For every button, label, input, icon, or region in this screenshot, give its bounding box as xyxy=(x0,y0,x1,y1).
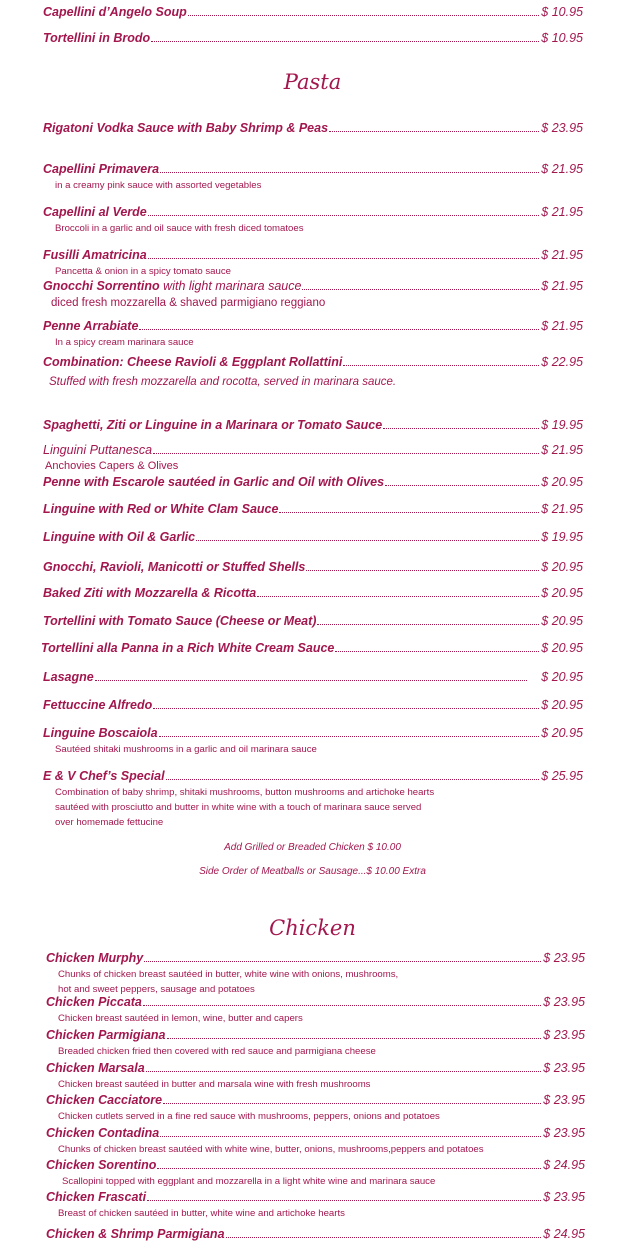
item-price: $ 24.95 xyxy=(543,1227,585,1241)
dot-leader xyxy=(144,961,541,962)
item-name: Rigatoni Vodka Sauce with Baby Shrimp & Peas xyxy=(43,121,329,135)
dot-leader xyxy=(95,680,528,681)
item-description: Broccoli in a garlic and oil sauce with fresh diced tomatoes xyxy=(55,223,304,234)
item-description: Sautéed shitaki mushrooms in a garlic and oil marinara sauce xyxy=(55,744,317,755)
item-name: Penne Arrabiate xyxy=(43,319,139,333)
menu-item xyxy=(43,5,583,21)
item-name: Lasagne xyxy=(43,670,94,684)
menu-item xyxy=(43,530,583,546)
dot-leader xyxy=(146,1071,542,1072)
item-price: $ 19.95 xyxy=(541,418,583,432)
item-price: $ 10.95 xyxy=(541,5,583,19)
item-name-text: Gnocchi Sorrentino xyxy=(43,279,160,293)
item-name: Chicken Piccata xyxy=(46,995,142,1009)
section-title-chicken: Chicken xyxy=(269,916,356,940)
dot-leader xyxy=(143,1005,541,1006)
item-price: $ 19.95 xyxy=(541,530,583,544)
item-price: $ 22.95 xyxy=(541,355,583,369)
item-price: $ 20.95 xyxy=(541,560,583,574)
dot-leader xyxy=(343,365,539,366)
menu-item xyxy=(43,586,583,602)
item-name: Chicken Sorentino xyxy=(46,1158,157,1172)
item-price: $ 20.95 xyxy=(541,670,583,684)
menu-item xyxy=(41,641,583,657)
menu-item xyxy=(43,614,583,630)
menu-item xyxy=(46,1093,585,1124)
menu-item xyxy=(43,475,583,491)
dot-leader xyxy=(196,540,539,541)
item-name: Linguine Boscaiola xyxy=(43,726,158,740)
menu-item xyxy=(46,1028,585,1059)
item-name: Chicken Cacciatore xyxy=(46,1093,163,1107)
item-name: Capellini d’Angelo Soup xyxy=(43,5,187,19)
item-price: $ 20.95 xyxy=(541,698,583,712)
dot-leader xyxy=(188,15,540,16)
item-description-line: hot and sweet peppers, sausage and potatoes xyxy=(58,984,255,995)
menu-item xyxy=(43,162,583,193)
item-description: diced fresh mozzarella & shaved parmigiano reggiano xyxy=(51,297,326,309)
dot-leader xyxy=(329,131,539,132)
item-price: $ 23.95 xyxy=(541,121,583,135)
menu-item xyxy=(43,205,583,236)
item-price: $ 25.95 xyxy=(541,769,583,783)
menu-item xyxy=(43,121,583,137)
dot-leader xyxy=(139,329,539,330)
item-name: Chicken Frascati xyxy=(46,1190,147,1204)
item-price: $ 20.95 xyxy=(541,641,583,655)
dot-leader xyxy=(226,1237,542,1238)
dot-leader xyxy=(157,1168,541,1169)
item-name: Chicken Marsala xyxy=(46,1061,145,1075)
item-description: In a spicy cream marinara sauce xyxy=(55,337,194,348)
dot-leader xyxy=(148,258,540,259)
item-name: Spaghetti, Ziti or Linguine in a Marinara or Tomato Sauce xyxy=(43,418,383,432)
dot-leader xyxy=(279,512,539,513)
item-name: Chicken Contadina xyxy=(46,1126,160,1140)
dot-leader xyxy=(148,215,540,216)
note-add-chicken: Add Grilled or Breaded Chicken $ 10.00 xyxy=(224,842,401,853)
item-name: E & V Chef’s Special xyxy=(43,769,165,783)
item-price: $ 20.95 xyxy=(541,475,583,489)
item-name: Baked Ziti with Mozzarella & Ricotta xyxy=(43,586,257,600)
item-name: Fusilli Amatricina xyxy=(43,248,147,262)
item-name: Linguini Puttanesca xyxy=(43,443,153,457)
item-name: Gnocchi, Ravioli, Manicotti or Stuffed Shells xyxy=(43,560,306,574)
item-name: Tortellini with Tomato Sauce (Cheese or Meat) xyxy=(43,614,317,628)
item-description: Stuffed with fresh mozzarella and rocotta, served in marinara sauce. xyxy=(49,376,397,388)
menu-item xyxy=(43,248,583,279)
item-description: Breast of chicken sautéed in butter, white wine and artichoke hearts xyxy=(58,1208,345,1219)
item-description: in a creamy pink sauce with assorted vegetables xyxy=(55,180,262,191)
menu-item xyxy=(46,1190,585,1221)
dot-leader xyxy=(163,1103,541,1104)
item-name: Chicken Murphy xyxy=(46,951,144,965)
menu-item xyxy=(46,1061,585,1092)
item-price: $ 21.95 xyxy=(541,162,583,176)
dot-leader xyxy=(160,1136,541,1137)
dot-leader xyxy=(153,453,539,454)
item-price: $ 10.95 xyxy=(541,31,583,45)
item-price: $ 23.95 xyxy=(543,1028,585,1042)
item-price: $ 23.95 xyxy=(543,995,585,1009)
item-description: Scallopini topped with eggplant and mozzarella in a light white wine and marinara sauce xyxy=(62,1176,436,1187)
dot-leader xyxy=(153,708,539,709)
item-price: $ 21.95 xyxy=(541,279,583,293)
dot-leader xyxy=(167,1038,542,1039)
menu-item xyxy=(43,726,583,757)
dot-leader xyxy=(335,651,539,652)
menu-item xyxy=(46,1158,585,1189)
menu-item xyxy=(43,698,583,714)
item-price: $ 23.95 xyxy=(543,1093,585,1107)
item-price: $ 20.95 xyxy=(541,586,583,600)
item-name: Linguine with Red or White Clam Sauce xyxy=(43,502,279,516)
item-name: Capellini al Verde xyxy=(43,205,147,219)
item-description: Chunks of chicken breast sautéed with white wine, butter, onions, mushrooms,peppers and potatoes xyxy=(58,1144,484,1155)
dot-leader xyxy=(306,570,539,571)
item-name: Combination: Cheese Ravioli & Eggplant Rollattini xyxy=(43,355,343,369)
dot-leader xyxy=(160,172,539,173)
item-description-line: over homemade fettucine xyxy=(55,817,164,828)
menu-item xyxy=(43,670,583,686)
item-name: Chicken Parmigiana xyxy=(46,1028,166,1042)
item-name xyxy=(43,279,301,293)
menu-item xyxy=(46,1227,585,1243)
section-title-pasta: Pasta xyxy=(283,70,342,94)
item-name: Penne with Escarole sautéed in Garlic and Oil with Olives xyxy=(43,475,385,489)
item-description-line: Combination of baby shrimp, shitaki mushrooms, button mushrooms and artichoke hearts xyxy=(55,787,435,798)
item-price: $ 21.95 xyxy=(541,248,583,262)
item-description-line: Chunks of chicken breast sautéed in butter, white wine with onions, mushrooms, xyxy=(58,969,399,980)
item-name: Tortellini alla Panna in a Rich White Cream Sauce xyxy=(41,641,335,655)
dot-leader xyxy=(166,779,540,780)
dot-leader xyxy=(151,41,539,42)
menu-item xyxy=(43,418,583,434)
menu-item xyxy=(46,951,585,997)
item-description: Anchovies Capers & Olives xyxy=(45,460,179,472)
menu-item xyxy=(43,319,583,350)
item-name-extra: with light marinara sauce xyxy=(163,279,302,293)
item-name: Capellini Primavera xyxy=(43,162,160,176)
menu-item xyxy=(43,279,583,311)
item-price: $ 23.95 xyxy=(543,1126,585,1140)
item-price: $ 21.95 xyxy=(541,319,583,333)
dot-leader xyxy=(159,736,540,737)
item-price: $ 21.95 xyxy=(541,502,583,516)
menu-item xyxy=(46,995,585,1026)
menu-item xyxy=(43,769,583,830)
item-description: Chicken breast sautéed in butter and marsala wine with fresh mushrooms xyxy=(58,1079,371,1090)
dot-leader xyxy=(385,485,539,486)
menu-item xyxy=(46,1126,585,1157)
item-name: Fettuccine Alfredo xyxy=(43,698,153,712)
item-description: Chicken breast sautéed in lemon, wine, butter and capers xyxy=(58,1013,303,1024)
item-name: Tortellini in Brodo xyxy=(43,31,151,45)
item-name: Chicken & Shrimp Parmigiana xyxy=(46,1227,225,1241)
menu-item xyxy=(43,502,583,518)
menu-item xyxy=(43,443,583,473)
dot-leader xyxy=(257,596,539,597)
item-price: $ 20.95 xyxy=(541,614,583,628)
item-description: Chicken cutlets served in a fine red sauce with mushrooms, peppers, onions and potatoes xyxy=(58,1111,440,1122)
item-price: $ 21.95 xyxy=(541,443,583,457)
item-description: Pancetta & onion in a spicy tomato sauce xyxy=(55,266,231,277)
item-price: $ 23.95 xyxy=(543,951,585,965)
item-price: $ 23.95 xyxy=(543,1190,585,1204)
dot-leader xyxy=(383,428,539,429)
menu-item xyxy=(43,355,583,390)
dot-leader xyxy=(302,289,539,290)
menu-item xyxy=(43,31,583,47)
item-price: $ 23.95 xyxy=(543,1061,585,1075)
item-name: Linguine with Oil & Garlic xyxy=(43,530,196,544)
item-price: $ 20.95 xyxy=(541,726,583,740)
note-side-order: Side Order of Meatballs or Sausage...$ 10.00 Extra xyxy=(199,866,426,877)
dot-leader xyxy=(317,624,539,625)
dot-leader xyxy=(147,1200,541,1201)
item-description-line: sautéed with prosciutto and butter in white wine with a touch of marinara sauce served xyxy=(55,802,422,813)
menu-item xyxy=(43,560,583,576)
item-description: Breaded chicken fried then covered with red sauce and parmigiana cheese xyxy=(58,1046,376,1057)
item-price: $ 24.95 xyxy=(543,1158,585,1172)
item-price: $ 21.95 xyxy=(541,205,583,219)
